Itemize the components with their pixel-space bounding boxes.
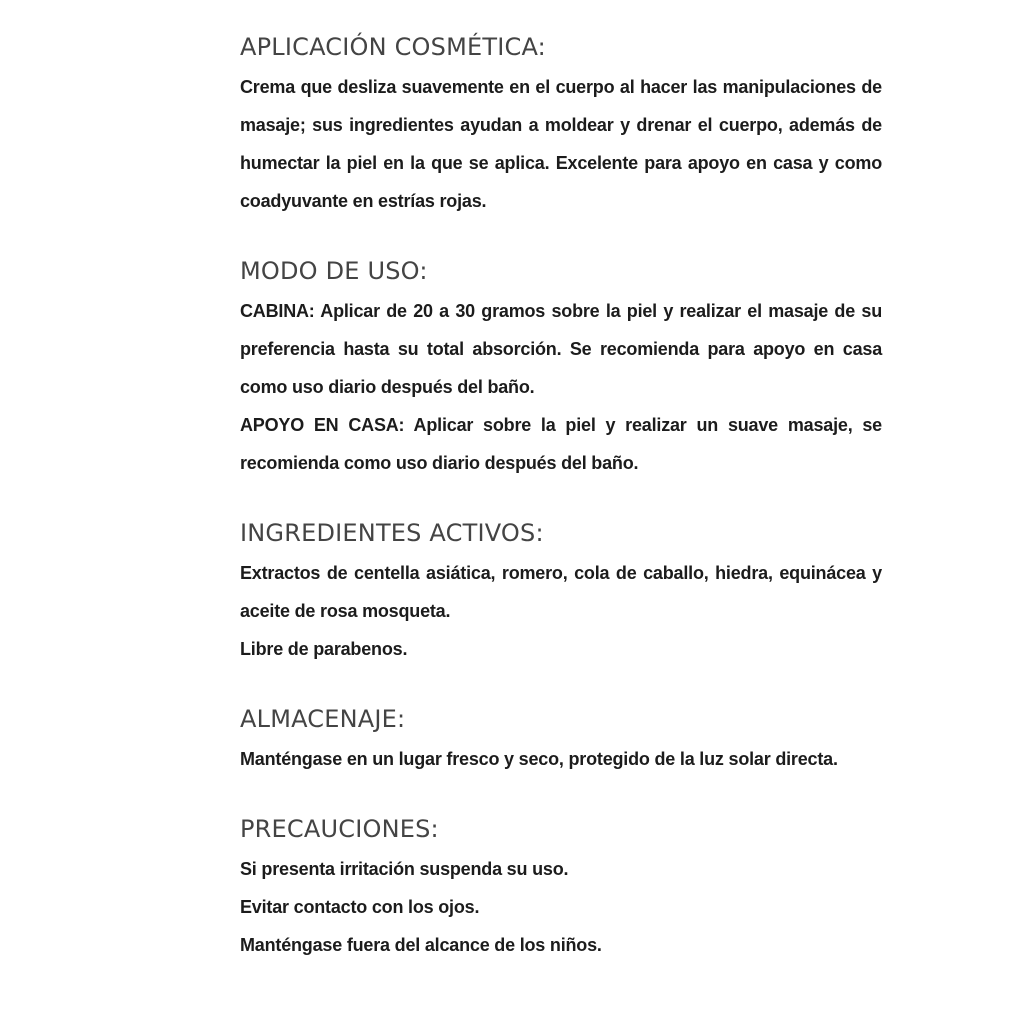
section-aplicacion — [240, 30, 882, 220]
section-title-precauciones: PRECAUCIONES: — [240, 815, 439, 843]
section-almacenaje — [240, 702, 882, 778]
precaucion-line: Evitar contacto con los ojos. — [240, 897, 480, 917]
almacenaje-text: Manténgase en un lugar fresco y seco, protegido de la luz solar directa. — [240, 749, 838, 769]
section-title-modo-uso: MODO DE USO: — [240, 257, 428, 285]
section-precauciones — [240, 812, 882, 964]
section-title-aplicacion: APLICACIÓN COSMÉTICA: — [240, 33, 546, 61]
ingredientes-note: Libre de parabenos. — [240, 639, 408, 659]
cabina-label: CABINA: — [240, 301, 315, 321]
cabina-paragraph — [240, 292, 882, 406]
precaucion-line: Si presenta irritación suspenda su uso. — [240, 859, 569, 879]
section-title-ingredientes: INGREDIENTES ACTIVOS: — [240, 519, 544, 547]
aplicacion-text: Crema que desliza suavemente en el cuerpo al hacer las manipulaciones de masaje; sus ingredientes ayudan a moldear y drenar el cuerpo, además de humectar la piel en la que se aplica. Excelente para apoyo en casa y como coadyuvante en estrías rojas. — [240, 77, 882, 211]
section-ingredientes — [240, 516, 882, 668]
casa-label: APOYO EN CASA: — [240, 415, 405, 435]
casa-text: Aplicar sobre la piel y realizar un suave masaje, se recomienda como uso diario después del baño. — [240, 415, 882, 473]
cabina-text: Aplicar de 20 a 30 gramos sobre la piel y realizar el masaje de su preferencia hasta su total absorción. Se recomienda para apoyo en casa como uso diario después del baño. — [240, 301, 882, 397]
precaucion-line: Manténgase fuera del alcance de los niños. — [240, 935, 602, 955]
product-info-document — [240, 30, 882, 998]
casa-paragraph — [240, 406, 882, 482]
section-title-almacenaje: ALMACENAJE: — [240, 705, 406, 733]
section-modo-uso — [240, 254, 882, 482]
ingredientes-text: Extractos de centella asiática, romero, cola de caballo, hiedra, equinácea y aceite de rosa mosqueta. — [240, 563, 882, 621]
